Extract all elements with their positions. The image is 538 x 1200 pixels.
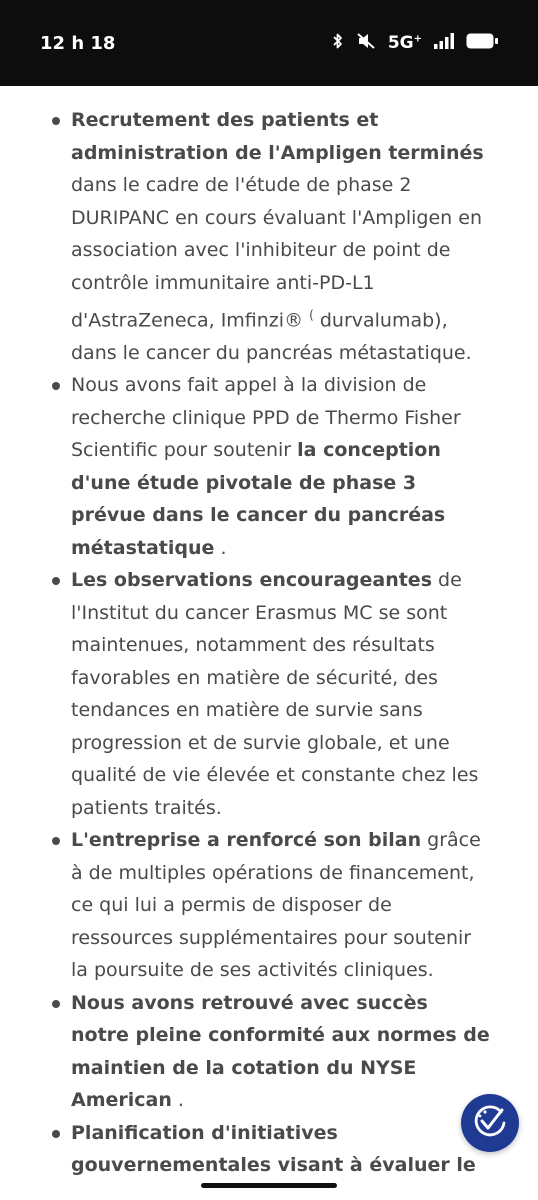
bullet-bold-text: Nous avons retrouvé avec succès notre pleine conformité aux normes de maintien de la cotation du NYSE American: [71, 991, 490, 1112]
network-type: 5G+: [387, 33, 422, 53]
bullet-text: .: [214, 536, 227, 559]
bullet-text: grâce à de multiples opérations de financement, ce qui lui a permis de disposer de ressources supplémentaires pour soutenir la poursuite de ses activités cliniques.: [71, 829, 481, 982]
bullet-text: de l'Institut du cancer Erasmus MC se sont maintenues, notamment des résultats favorables en matière de sécurité, des tendances en matière de survie sans progression et de survie globale, et une qualité de vie élevée et constante chez les patients traités.: [71, 569, 479, 819]
bullet-bold-text: Les observations encourageantes: [71, 569, 432, 592]
home-indicator[interactable]: [201, 1183, 337, 1188]
bullet-bold-text: Recrutement des patients et administration de l'Ampligen terminés: [71, 109, 484, 164]
signal-icon: [434, 33, 454, 53]
bullet-text: .: [171, 1089, 184, 1112]
bullet-bold-text: Planification d'initiatives gouvernementales visant à évaluer le: [71, 1121, 476, 1177]
accessibility-check-icon: [470, 1101, 510, 1145]
status-icons: [332, 32, 498, 54]
bullet-item: [71, 564, 491, 824]
battery-icon: [466, 33, 498, 53]
accessibility-button[interactable]: [461, 1094, 519, 1152]
bluetooth-icon: [332, 32, 344, 54]
bullet-bold-text: la conception d'une étude pivotale de phase 3 prévue dans le cancer du pancréas métastatique: [71, 439, 446, 559]
bullet-item: [71, 369, 491, 564]
bullet-text: dans le cadre de l'étude de phase 2 DURIPANC en cours évaluant l'Ampligen en association avec l'inhibiteur de point de contrôle immunitaire anti-PD-L1 d'AstraZeneca, Imfinzi®: [71, 174, 482, 332]
bullet-item: [71, 104, 491, 369]
bullet-item: [71, 1117, 491, 1182]
bullet-list: [71, 104, 491, 1182]
bullet-text: (: [309, 308, 314, 322]
bullet-text: durvalumab), dans le cancer du pancréas métastatique.: [71, 309, 472, 364]
bullet-item: [71, 987, 491, 1117]
article-content: [0, 86, 538, 1200]
bullet-item: [71, 824, 491, 987]
mute-icon: [356, 32, 376, 54]
bullet-text: Nous avons fait appel à la division de recherche clinique PPD de Thermo Fisher Scientific pour soutenir: [71, 374, 461, 462]
bullet-bold-text: L'entreprise a renforcé son bilan: [71, 829, 422, 852]
status-bar: [0, 0, 538, 86]
status-time: 12 h 18: [40, 33, 116, 54]
